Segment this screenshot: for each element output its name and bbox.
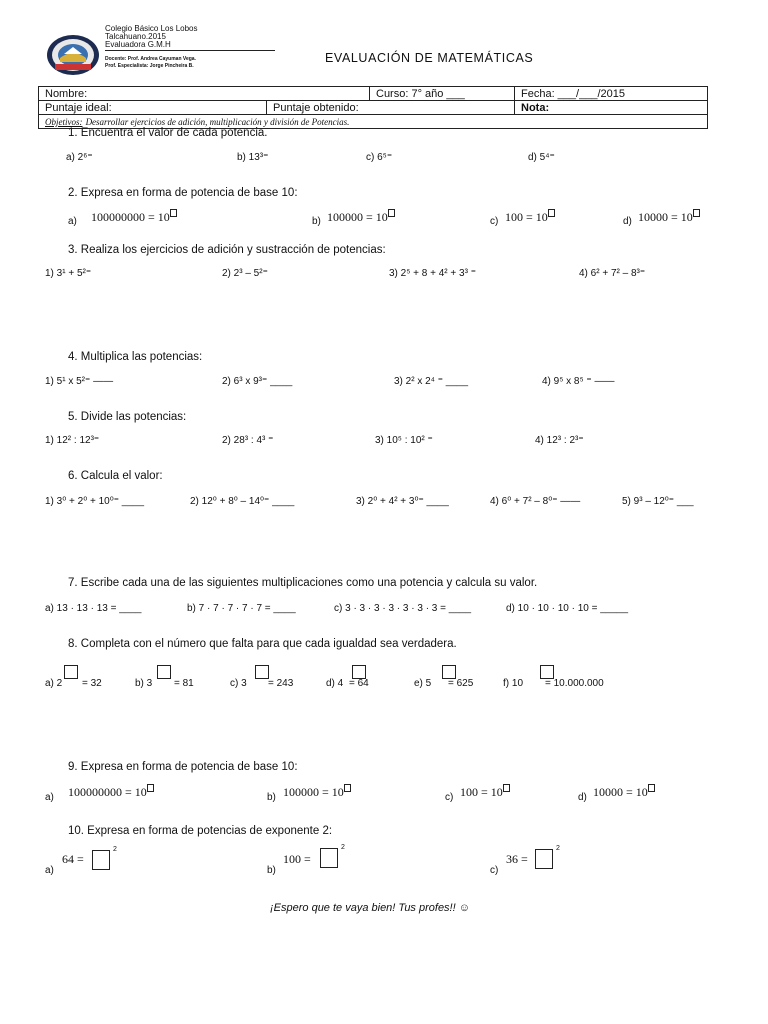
q7-c: c) 3 · 3 · 3 · 3 · 3 · 3 · 3 = ____ <box>334 603 472 614</box>
q6-item-2: 2) 12⁰ + 8⁰ – 14⁰⁼ ____ <box>190 496 295 507</box>
q2-c-eq <box>505 210 555 225</box>
school-logo <box>46 34 100 76</box>
q9-c-eq <box>460 785 510 800</box>
answer-box[interactable] <box>388 209 395 217</box>
q10-a-box[interactable] <box>92 850 110 870</box>
school-city-year: Talcahuano.2015 <box>105 32 166 41</box>
closing-message: ¡Espero que te vaya bien! Tus profes!! ☺ <box>270 902 470 914</box>
q10-b-label: b) <box>267 865 276 876</box>
q10-b-eq: 100 = <box>283 852 311 866</box>
answer-box[interactable] <box>503 784 510 792</box>
q4-item-2: 2) 6³ x 9³⁼ ____ <box>222 376 293 387</box>
teacher-line: Docente: Prof. Andrea Cayuman Vega. <box>105 56 196 62</box>
q9-d-eq <box>593 785 655 800</box>
q2-b-text: 100000 = 10 <box>327 210 388 224</box>
q8-c-result: = 243 <box>268 678 294 689</box>
q10-a-label: a) <box>45 865 54 876</box>
ideal-score-field[interactable]: Puntaje ideal: <box>39 101 267 115</box>
q8-b-base: b) 3 <box>135 678 153 689</box>
q8-b-result: = 81 <box>174 678 194 689</box>
answer-box[interactable] <box>548 209 555 217</box>
answer-box[interactable] <box>344 784 351 792</box>
q8-e-base: e) 5 <box>414 678 432 689</box>
q7-title: 7. Escribe cada una de las siguientes multiplicaciones como una potencia y calcula su valor. <box>68 577 538 589</box>
q10-b-box[interactable] <box>320 848 338 868</box>
q9-c-label: c) <box>445 792 454 803</box>
q10-c-exponent: 2 <box>556 845 560 852</box>
q2-a-label: a) <box>68 216 77 227</box>
q9-b-eq <box>283 785 351 800</box>
obtained-score-field[interactable]: Puntaje obtenido: <box>267 101 515 115</box>
q4-item-1: 1) 5¹ x 5²⁼ —— <box>45 376 114 387</box>
q8-c-box[interactable] <box>255 665 269 679</box>
q2-b-eq <box>327 210 395 225</box>
q9-title: 9. Expresa en forma de potencia de base 10: <box>68 761 298 773</box>
q9-b-text: 100000 = 10 <box>283 785 344 799</box>
answer-box[interactable] <box>147 784 154 792</box>
q3-item-1: 1) 3¹ + 5²⁼ <box>45 268 92 279</box>
q4-title: 4. Multiplica las potencias: <box>68 351 203 363</box>
q10-c-label: c) <box>490 865 499 876</box>
answer-box[interactable] <box>648 784 655 792</box>
q6-title: 6. Calcula el valor: <box>68 470 163 482</box>
q8-e-result: = 625 <box>448 678 474 689</box>
q9-a-eq <box>68 785 154 800</box>
q6-item-1: 1) 3⁰ + 2⁰ + 10⁰⁼ ____ <box>45 496 145 507</box>
q7-b: b) 7 · 7 · 7 · 7 · 7 = ____ <box>187 603 296 614</box>
q8-f-box[interactable] <box>540 665 554 679</box>
q4-item-3: 3) 2² x 2⁴ ⁼ ____ <box>394 376 469 387</box>
q2-a-eq <box>91 210 177 225</box>
q3-item-2: 2) 2³ – 5²⁼ <box>222 268 268 279</box>
q2-d-label: d) <box>623 216 632 227</box>
objectives-text: Desarrollar ejercicios de adición, multiplicación y división de Potencias. <box>85 116 350 127</box>
q5-item-2: 2) 28³ : 4³ ⁼ <box>222 435 274 446</box>
answer-box[interactable] <box>170 209 177 217</box>
q2-c-label: c) <box>490 216 499 227</box>
q6-item-3: 3) 2⁰ + 4² + 3⁰⁼ ____ <box>356 496 449 507</box>
q6-item-5: 5) 9³ – 12⁰⁼ ___ <box>622 496 694 507</box>
q10-a-eq: 64 = <box>62 852 84 866</box>
school-name: Colegio Básico Los Lobos <box>105 24 198 33</box>
q1-c: c) 6⁵⁼ <box>366 152 393 163</box>
q5-item-3: 3) 10⁵ : 10² ⁼ <box>375 435 433 446</box>
q10-a-exponent: 2 <box>113 846 117 853</box>
q10-c-box[interactable] <box>535 849 553 869</box>
q9-c-text: 100 = 10 <box>460 785 503 799</box>
q4-item-4: 4) 9⁵ x 8⁵ ⁼ —— <box>542 376 615 387</box>
page-title: EVALUACIÓN DE MATEMÁTICAS <box>325 51 534 65</box>
q1-a: a) 2⁶⁼ <box>66 152 93 163</box>
q5-title: 5. Divide las potencias: <box>68 411 187 423</box>
q2-a-text: 100000000 = 10 <box>91 210 170 224</box>
q8-d-base: d) 4 <box>326 678 344 689</box>
q8-f-result: = 10.000.000 <box>545 678 604 689</box>
q9-b-label: b) <box>267 792 276 803</box>
q2-title: 2. Expresa en forma de potencia de base 10: <box>68 187 298 199</box>
q8-title: 8. Completa con el número que falta para que cada igualdad sea verdadera. <box>68 638 457 650</box>
q6-item-4: 4) 6⁰ + 7² – 8⁰⁼ —— <box>490 496 581 507</box>
date-field[interactable]: Fecha: ___/___/2015 <box>515 87 708 101</box>
q10-b-exponent: 2 <box>341 844 345 851</box>
objectives-label: Objetivos: <box>45 116 83 127</box>
evaluator: Evaluadora G.M.H <box>105 40 171 49</box>
student-info-table <box>38 86 708 129</box>
header-rule <box>105 50 275 51</box>
q3-title: 3. Realiza los ejercicios de adición y sustracción de potencias: <box>68 244 386 256</box>
q9-d-text: 10000 = 10 <box>593 785 648 799</box>
q9-a-text: 100000000 = 10 <box>68 785 147 799</box>
q7-d: d) 10 · 10 · 10 · 10 = _____ <box>506 603 629 614</box>
q8-a-box[interactable] <box>64 665 78 679</box>
specialist-line: Prof. Especialista: Jorge Pincheira B. <box>105 63 194 69</box>
q8-b-box[interactable] <box>157 665 171 679</box>
q1-b: b) 13³⁼ <box>237 152 269 163</box>
answer-box[interactable] <box>693 209 700 217</box>
q8-d-result: = 64 <box>349 678 369 689</box>
q8-f-base: f) 10 <box>503 678 524 689</box>
q1-title: 1. Encuentra el valor de cada potencia. <box>68 127 268 139</box>
q8-c-base: c) 3 <box>230 678 247 689</box>
q7-a: a) 13 · 13 · 13 = ____ <box>45 603 142 614</box>
q10-c-eq: 36 = <box>506 852 528 866</box>
q2-d-eq <box>638 210 700 225</box>
q8-d-box[interactable] <box>352 665 366 679</box>
q3-item-3: 3) 2⁵ + 8 + 4² + 3³ ⁼ <box>389 268 476 279</box>
q8-e-box[interactable] <box>442 665 456 679</box>
q8-a-base: a) 2 <box>45 678 63 689</box>
q3-item-4: 4) 6² + 7² – 8³⁼ <box>579 268 646 279</box>
q2-b-label: b) <box>312 216 321 227</box>
q10-title: 10. Expresa en forma de potencias de exponente 2: <box>68 825 333 837</box>
q2-d-text: 10000 = 10 <box>638 210 693 224</box>
q8-a-result: = 32 <box>82 678 102 689</box>
q5-item-1: 1) 12² : 12³⁼ <box>45 435 100 446</box>
q2-c-text: 100 = 10 <box>505 210 548 224</box>
grade-field[interactable]: Nota: <box>515 101 708 115</box>
name-field[interactable]: Nombre: <box>39 87 370 101</box>
q9-a-label: a) <box>45 792 54 803</box>
q5-item-4: 4) 12³ : 2³⁼ <box>535 435 584 446</box>
q9-d-label: d) <box>578 792 587 803</box>
course-field[interactable]: Curso: 7° año ___ <box>370 87 515 101</box>
q1-d: d) 5⁴⁼ <box>528 152 555 163</box>
